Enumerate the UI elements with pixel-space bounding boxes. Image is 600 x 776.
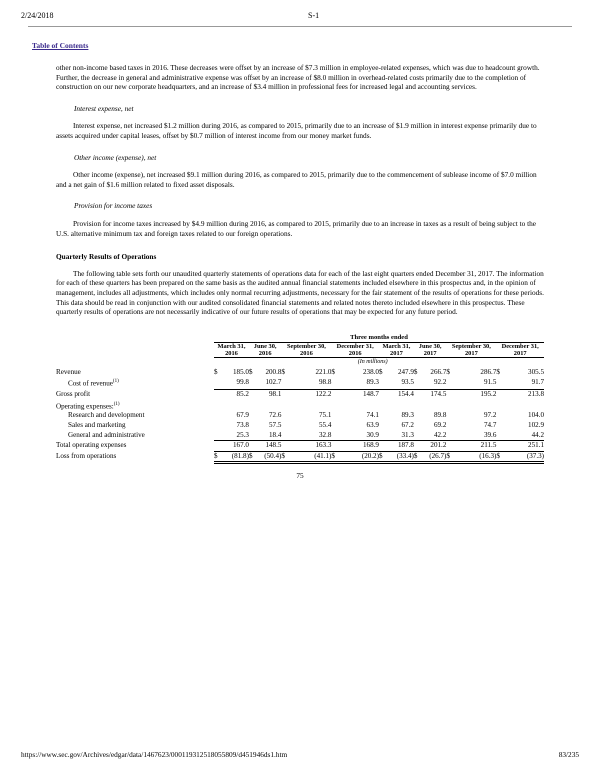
print-date: 2/24/2018 — [21, 11, 54, 20]
table-row-revenue: Revenue $ 185.0 $ 200.8 $ 221.0 $ 238.0 $ 247.9 $ 266.7 $ 286.7 $ 305.5 — [56, 367, 544, 376]
table-row-research-development: Research and development 67.9 72.6 75.1 74.1 89.3 89.8 97.2 104.0 — [68, 411, 544, 420]
document-title: S-1 — [308, 11, 320, 20]
quarterly-results-table — [56, 333, 544, 465]
paragraph-interest: Interest expense, net increased $1.2 million during 2016, as compared to 2015, primarily due to an increase of $1.9 million in interest expense primarily due to assets acquired under capital leases, offset by $0.7 million of interest income from our money market funds. — [56, 121, 537, 140]
page-count: 83/235 — [558, 750, 579, 759]
table-row-cost-of-revenue: Cost of revenue$^{(1)}$ 99.8 102.7 98.8 89.3 93.5 92.2 91.5 91.7 — [68, 378, 544, 388]
col-header: September 30, 2016 — [281, 343, 331, 358]
header-divider — [28, 26, 572, 27]
table-row-sales-marketing: Sales and marketing 73.8 57.5 55.4 63.9 67.2 69.2 74.7 102.9 — [68, 421, 544, 430]
units-note: (In millions) — [357, 359, 388, 366]
column-headers — [56, 343, 544, 358]
col-header: March 31, 2016 — [214, 343, 249, 358]
paragraph-quarterly: The following table sets forth our unaudited quarterly statements of operations data for each of the last eight quarters ended December 31, 2017. The information for each of these quarters has been prepared on the same basis as the audited annual financial statements included elsewhere in this prospectus and, in the opinion of management, includes all adjustments, which includes only normal recurring adjustments, necessary for the fair statement of the results of operations for these periods. This data should be read in conjunction with our audited consolidated financial statements and related notes thereto included elsewhere in this prospectus. These quarterly results of operations are not necessarily indicative of our future results of operations that may be expected for any future period. — [56, 268, 544, 317]
table-row-gross-profit: Gross profit 85.2 98.1 122.2 148.7 154.4 174.5 195.2 213.8 — [56, 389, 544, 398]
table-of-contents-link[interactable]: Table of Contents — [32, 41, 89, 50]
section-heading-quarterly: Quarterly Results of Operations — [56, 252, 157, 262]
paragraph-other-income: Other income (expense), net increased $9.1 million during 2016, as compared to 2015, primarily due to the commencement of sublease income of $7.0 million and a net gain of $1.6 million related to fixed asset disposals. — [56, 170, 537, 189]
table-row-total-operating-expenses: Total operating expenses 167.0 148.5 163.3 168.9 187.8 201.2 211.5 251.1 — [56, 441, 544, 452]
table-row-loss-from-operations: Loss from operations $ (81.8) $ (50.4) $ (41.1) $ (20.2) $ (33.4) $ (26.7) $ (16.3) $ (37.3) — [56, 451, 544, 463]
col-header: March 31, 2017 — [379, 343, 414, 358]
source-url: https://www.sec.gov/Archives/edgar/data/1467623/000119312518055809/d451946ds1.htm — [21, 750, 288, 759]
paragraph-income-taxes: Provision for income taxes increased by $4.9 million during 2016, as compared to 2015, primarily due to an increase in taxes as a result of being subject to the U.S. alternative minimum tax and foreign taxes related to our foreign operations. — [56, 218, 537, 238]
col-header: December 31, 2017 — [496, 343, 544, 358]
table-row-general-administrative: General and administrative 25.3 18.4 32.8 30.9 31.3 42.2 39.6 44.2 — [68, 430, 544, 439]
page-number: 75 — [296, 471, 304, 480]
document-body — [56, 63, 544, 464]
subheading-interest: Interest expense, net — [74, 103, 134, 113]
col-header: September 30, 2017 — [446, 343, 496, 358]
paragraph-continued: other non-income based taxes in 2016. These decreases were offset by an increase of $7.3 million in employee-related expenses, which was due to headcount growth. Further, the decrease in general and administrative expense was offset by an increase of $8.0 million in overhead-related costs primarily due to the completion of construction on our new corporate headquarters, and an increase of $3.4 million in professional fees for increased legal and accounting services. — [56, 63, 540, 92]
subheading-income-taxes: Provision for income taxes — [74, 201, 153, 211]
col-header: June 30, 2017 — [414, 343, 446, 358]
table-row-operating-expenses: Operating expenses:$^{(1)}$ — [56, 401, 120, 410]
three-months-ended-header: Three months ended — [214, 333, 544, 343]
col-header: December 31, 2016 — [331, 343, 379, 358]
col-header: June 30, 2016 — [249, 343, 281, 358]
subheading-other-income: Other income (expense), net — [74, 152, 157, 162]
